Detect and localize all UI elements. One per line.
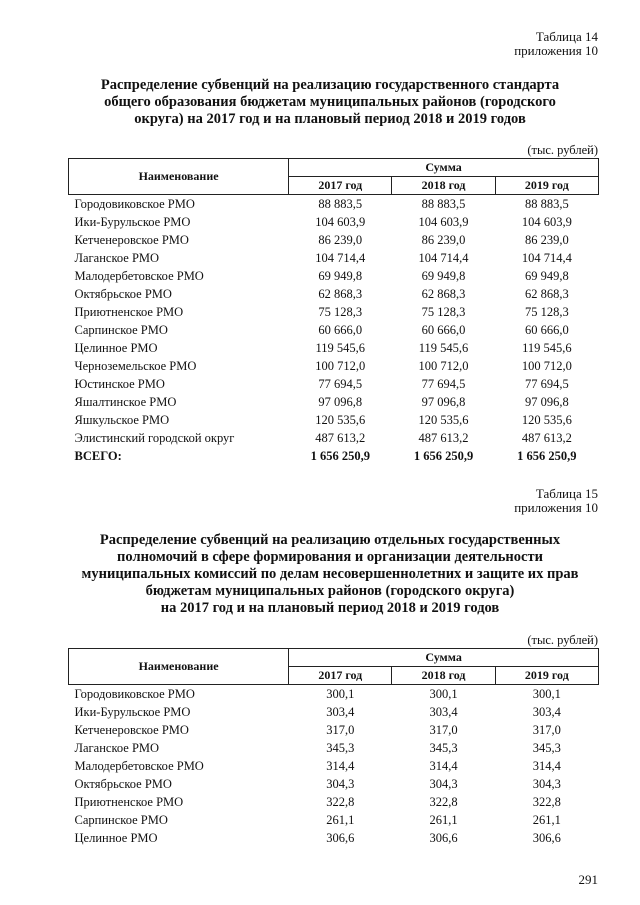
row-value: 314,4 [532,758,561,773]
row-value: 62 868,3 [421,286,466,301]
table-row [69,195,599,214]
row-name: Малодербетовское РМО [74,268,204,283]
row-value: 314,4 [326,758,355,773]
row-value: 97 096,8 [421,394,466,409]
table-row [69,685,599,704]
row-name: Яшкульское РМО [74,412,170,427]
row-value: 88 883,5 [524,196,569,211]
row-name: Ики-Бурульское РМО [74,704,191,719]
table-row [69,829,599,847]
row-value: 77 694,5 [421,376,466,391]
table15 [68,648,599,847]
row-value: 487 613,2 [418,430,469,445]
row-value: 317,0 [429,722,458,737]
row-name: Черноземельское РМО [74,358,197,373]
row-value: 60 666,0 [421,322,466,337]
row-name: ВСЕГО: [74,448,122,463]
table-row [69,249,599,267]
row-value: 261,1 [532,812,561,827]
table-row [69,231,599,249]
row-value: 62 868,3 [524,286,569,301]
row-value: 304,3 [532,776,561,791]
column-header-name: Наименование [69,159,289,195]
row-value: 487 613,2 [315,430,366,445]
row-name: Городовиковское РМО [74,686,195,701]
row-value: 60 666,0 [318,322,363,337]
row-value: 322,8 [326,794,355,809]
table15-caption-appendix: приложения 10 [514,500,598,515]
row-value: 306,6 [429,830,458,845]
row-value: 75 128,3 [421,304,466,319]
table15-title-line: полномочий в сфере формирования и организации деятельности [117,549,543,565]
row-value: 100 712,0 [418,358,469,373]
row-value: 304,3 [326,776,355,791]
table-row [69,793,599,811]
table15-body [69,685,599,848]
table-row [69,267,599,285]
row-name: Приютненское РМО [74,304,184,319]
table14-body [69,195,599,466]
row-value: 120 535,6 [315,412,366,427]
row-value: 97 096,8 [524,394,569,409]
table-row [69,411,599,429]
table-row [69,285,599,303]
table14-title-line: общего образования бюджетам муниципальных районов (городского [104,94,556,110]
row-name: Яшалтинское РМО [74,394,177,409]
row-value: 300,1 [326,686,355,701]
row-value: 317,0 [326,722,355,737]
row-value: 86 239,0 [421,232,466,247]
row-value: 86 239,0 [524,232,569,247]
row-value: 86 239,0 [318,232,363,247]
row-value: 69 949,8 [421,268,466,283]
table15-title [60,532,600,617]
row-value: 261,1 [326,812,355,827]
table14 [68,158,599,465]
table-row [69,757,599,775]
table-row [69,721,599,739]
row-value: 69 949,8 [524,268,569,283]
row-value: 303,4 [429,704,458,719]
row-value: 69 949,8 [318,268,363,283]
row-value: 104 714,4 [315,250,366,265]
table14-caption [514,30,598,58]
row-name: Городовиковское РМО [74,196,195,211]
row-value: 75 128,3 [318,304,363,319]
row-value: 300,1 [429,686,458,701]
row-value: 487 613,2 [521,430,572,445]
row-value: 77 694,5 [318,376,363,391]
total-row [69,447,599,465]
table15-units: (тыс. рублей) [527,633,598,647]
table-row [69,775,599,793]
column-header-year: 2017 год [289,177,392,195]
row-name: Кетченеровское РМО [74,232,189,247]
column-header-year: 2018 год [392,667,495,685]
table15-caption [514,487,598,515]
row-name: Октябрьское РМО [74,286,172,301]
row-value: 303,4 [532,704,561,719]
row-value: 345,3 [532,740,561,755]
row-value: 1 656 250,9 [517,448,577,463]
row-value: 300,1 [532,686,561,701]
row-value: 306,6 [532,830,561,845]
row-name: Октябрьское РМО [74,776,172,791]
column-header-year: 2019 год [495,667,598,685]
column-header-sum: Сумма [289,159,599,177]
table14-title-line: округа) на 2017 год и на плановый период 2018 и 2019 годов [134,111,526,127]
row-value: 120 535,6 [521,412,572,427]
row-value: 322,8 [429,794,458,809]
row-value: 77 694,5 [524,376,569,391]
table15-title-line: Распределение субвенций на реализацию отдельных государственных [99,532,561,548]
row-name: Сарпинское РМО [74,812,168,827]
row-name: Целинное РМО [74,340,158,355]
table14-caption-appendix: приложения 10 [514,43,598,58]
row-name: Лаганское РМО [74,250,160,265]
row-value: 345,3 [326,740,355,755]
row-name: Юстинское РМО [74,376,165,391]
row-value: 62 868,3 [318,286,363,301]
table15-title-line: на 2017 год и на плановый период 2018 и 2019 годов [160,600,500,616]
table-row [69,303,599,321]
row-value: 119 545,6 [522,340,572,355]
row-value: 1 656 250,9 [413,448,474,463]
row-value: 317,0 [532,722,561,737]
row-name: Приютненское РМО [74,794,184,809]
table-row [69,393,599,411]
table-row [69,357,599,375]
row-value: 104 603,9 [521,214,572,229]
row-name: Кетченеровское РМО [74,722,189,737]
row-value: 306,6 [326,830,355,845]
row-value: 104 714,4 [418,250,469,265]
table14-title-line: Распределение субвенций на реализацию государственного стандарта [100,77,560,93]
row-value: 1 656 250,9 [310,448,370,463]
row-value: 97 096,8 [318,394,363,409]
column-header-year: 2017 год [289,667,392,685]
row-name: Элистинский городской округ [74,430,235,445]
row-value: 104 603,9 [418,214,469,229]
row-name: Малодербетовское РМО [74,758,204,773]
row-value: 100 712,0 [315,358,366,373]
row-value: 88 883,5 [421,196,466,211]
row-name: Ики-Бурульское РМО [74,214,191,229]
row-value: 303,4 [326,704,355,719]
table-row [69,375,599,393]
row-value: 100 712,0 [521,358,572,373]
row-value: 304,3 [429,776,458,791]
table-row [69,339,599,357]
table15-title-line: муниципальных комиссий по делам несовершеннолетних и защите их прав [81,566,579,582]
table-row [69,811,599,829]
row-value: 104 603,9 [315,214,366,229]
row-name: Лаганское РМО [74,740,160,755]
table15-title-line: бюджетам муниципальных районов (городского округа) [145,583,515,599]
row-value: 345,3 [429,740,458,755]
row-value: 104 714,4 [521,250,572,265]
table-row [69,213,599,231]
row-value: 75 128,3 [524,304,569,319]
column-header-year: 2019 год [495,177,598,195]
row-value: 120 535,6 [418,412,469,427]
row-value: 60 666,0 [524,322,569,337]
table-row [69,321,599,339]
table-row [69,703,599,721]
row-value: 119 545,6 [418,340,469,355]
page-number: 291 [578,872,598,887]
row-value: 88 883,5 [318,196,363,211]
row-value: 261,1 [429,812,458,827]
column-header-sum: Сумма [289,649,599,667]
row-value: 314,4 [429,758,458,773]
row-value: 322,8 [532,794,561,809]
row-name: Целинное РМО [74,830,158,845]
table14-title [60,77,600,128]
column-header-year: 2018 год [392,177,495,195]
row-name: Сарпинское РМО [74,322,168,337]
table-row [69,739,599,757]
table15-caption-number: Таблица 15 [535,486,598,501]
table14-units: (тыс. рублей) [527,143,598,157]
column-header-name: Наименование [69,649,289,685]
table-row [69,429,599,447]
row-value: 119 545,6 [315,340,366,355]
table14-caption-number: Таблица 14 [535,29,598,44]
